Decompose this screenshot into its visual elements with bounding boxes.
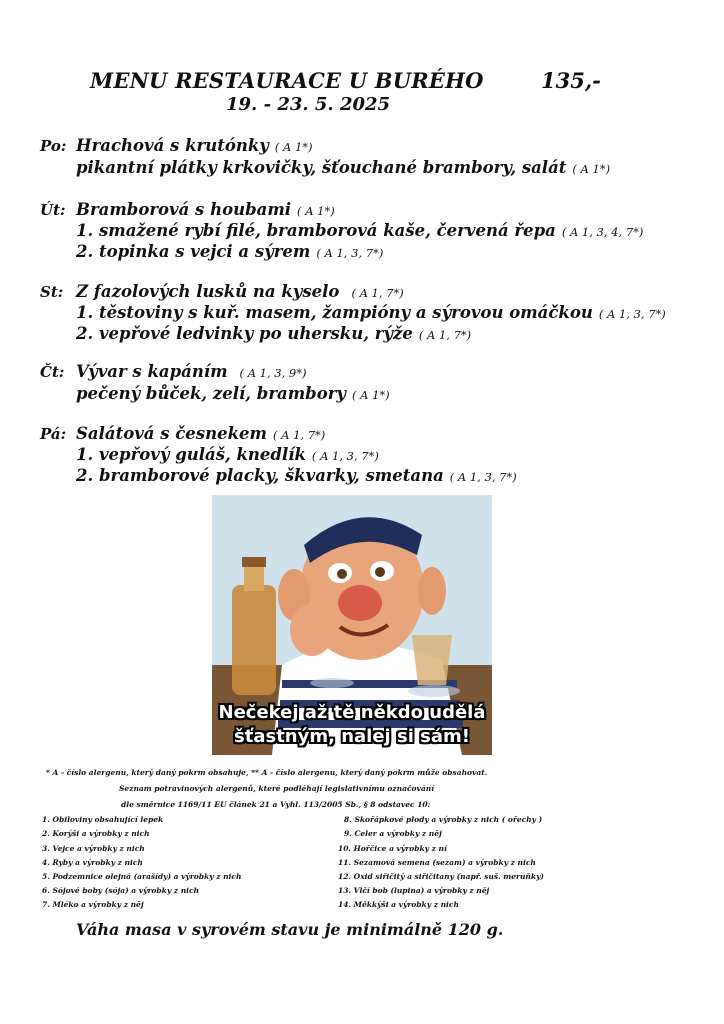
soup-name: Z fazolových lusků na kyselo xyxy=(76,282,340,301)
day-label: Út: xyxy=(40,201,66,219)
menu-price: 135,- xyxy=(541,68,601,93)
main-dish: 1. těstoviny s kuř. masem, žampióny a sýrovou omáčkou xyxy=(76,303,593,322)
soup-allergens: ( A 1, 7*) xyxy=(351,286,404,300)
allergen-item: 11. Sezamová semena (sezam) a výrobky z nich xyxy=(338,858,536,867)
soup-name: Bramborová s houbami xyxy=(76,200,292,219)
cartoon-image xyxy=(212,495,492,755)
main-dish: 2. topinka s vejci a sýrem xyxy=(76,242,311,261)
day-label: Po: xyxy=(40,137,67,155)
soup-name: Vývar s kapáním xyxy=(76,362,228,381)
main-dish: pikantní plátky krkovičky, šťouchané brambory, salát xyxy=(76,158,567,177)
soup-allergens: ( A 1, 3, 9*) xyxy=(239,366,307,380)
menu-title: MENU RESTAURACE U BURÉHO xyxy=(90,68,484,93)
allergen-item: 2. Korýši a výrobky z nich xyxy=(42,829,150,838)
allergen-item: 1. Obiloviny obsahující lepek xyxy=(42,815,164,824)
main-allergens: ( A 1, 3, 7*) xyxy=(598,307,666,321)
menu-dates: 19. - 23. 5. 2025 xyxy=(226,94,391,115)
allergen-item: 13. Vlčí bob (lupina) a výrobky z něj xyxy=(338,886,490,895)
caption-line-1: Nečekej až tě někdo udělá xyxy=(218,702,486,723)
allergen-item: 6. Sójové boby (sója) a výrobky z nich xyxy=(42,886,200,895)
day-label: Čt: xyxy=(40,363,65,381)
main-dish: 2. vepřové ledvinky po uhersku, rýže xyxy=(76,324,413,343)
main-allergens: ( A 1, 3, 7*) xyxy=(449,470,517,484)
image-caption xyxy=(212,701,492,749)
allergen-regulation: dle směrnice 1169/11 EU článek 21 a Vyhl. 113/2005 Sb., § 8 odstavec 10: xyxy=(121,800,431,809)
allergen-list-title: Seznam potravinových alergenů, které podléhají legislativnímu označování xyxy=(119,784,435,793)
soup-allergens: ( A 1, 7*) xyxy=(272,428,326,442)
main-allergens: ( A 1, 3, 7*) xyxy=(316,246,384,260)
main-dish: pečený bůček, zelí, brambory xyxy=(76,384,347,403)
allergen-item: 10. Hořčice a výrobky z ní xyxy=(338,844,447,853)
soup-name: Hrachová s krutónky xyxy=(76,136,269,155)
main-allergens: ( A 1, 7*) xyxy=(418,328,472,342)
soup-allergens: ( A 1*) xyxy=(274,140,313,154)
day-label: St: xyxy=(40,283,64,301)
day-label: Pá: xyxy=(40,425,67,443)
allergen-item: 3. Vejce a výrobky z nich xyxy=(42,844,145,853)
allergen-item: 9. Celer a výrobky z něj xyxy=(344,829,442,838)
main-allergens: ( A 1, 3, 4, 7*) xyxy=(561,225,644,239)
day-friday xyxy=(40,424,720,485)
caption-line-2: šťastným, nalej si sám! xyxy=(234,726,470,747)
day-wednesday xyxy=(40,282,720,343)
allergen-item: 7. Mléko a výrobky z něj xyxy=(42,900,144,909)
soup-allergens: ( A 1*) xyxy=(297,204,335,218)
main-dish: 1. smažené rybí filé, bramborová kaše, červená řepa xyxy=(76,221,556,240)
main-allergens: ( A 1, 3, 7*) xyxy=(311,449,379,463)
allergen-footnote: * A - číslo alergenu, který daný pokrm obsahuje, ** A - číslo alergenu, který daný pokrm může obsahovat. xyxy=(46,768,488,777)
main-dish: 1. vepřový guláš, knedlík xyxy=(76,445,306,464)
allergen-item: 12. Oxid siřičitý a siřičitany (např. suš. meruňky) xyxy=(338,872,544,881)
soup-name: Salátová s česnekem xyxy=(76,424,267,443)
day-monday xyxy=(40,136,720,177)
allergen-item: 4. Ryby a výrobky z nich xyxy=(42,858,143,867)
main-dish: 2. bramborové placky, škvarky, smetana xyxy=(76,466,444,485)
meat-weight-note: Váha masa v syrovém stavu je minimálně 120 g. xyxy=(76,920,504,939)
day-thursday xyxy=(40,362,720,403)
allergen-item: 5. Podzemnice olejná (arašídy) a výrobky z nich xyxy=(42,872,242,881)
main-allergens: ( A 1*) xyxy=(352,388,390,402)
allergen-item: 8. Skořápkové plody a výrobky z nich ( ořechy ) xyxy=(344,815,543,824)
main-allergens: ( A 1*) xyxy=(572,162,611,176)
allergen-item: 14. Měkkýši a výrobky z nich xyxy=(338,900,459,909)
day-tuesday xyxy=(40,200,720,261)
